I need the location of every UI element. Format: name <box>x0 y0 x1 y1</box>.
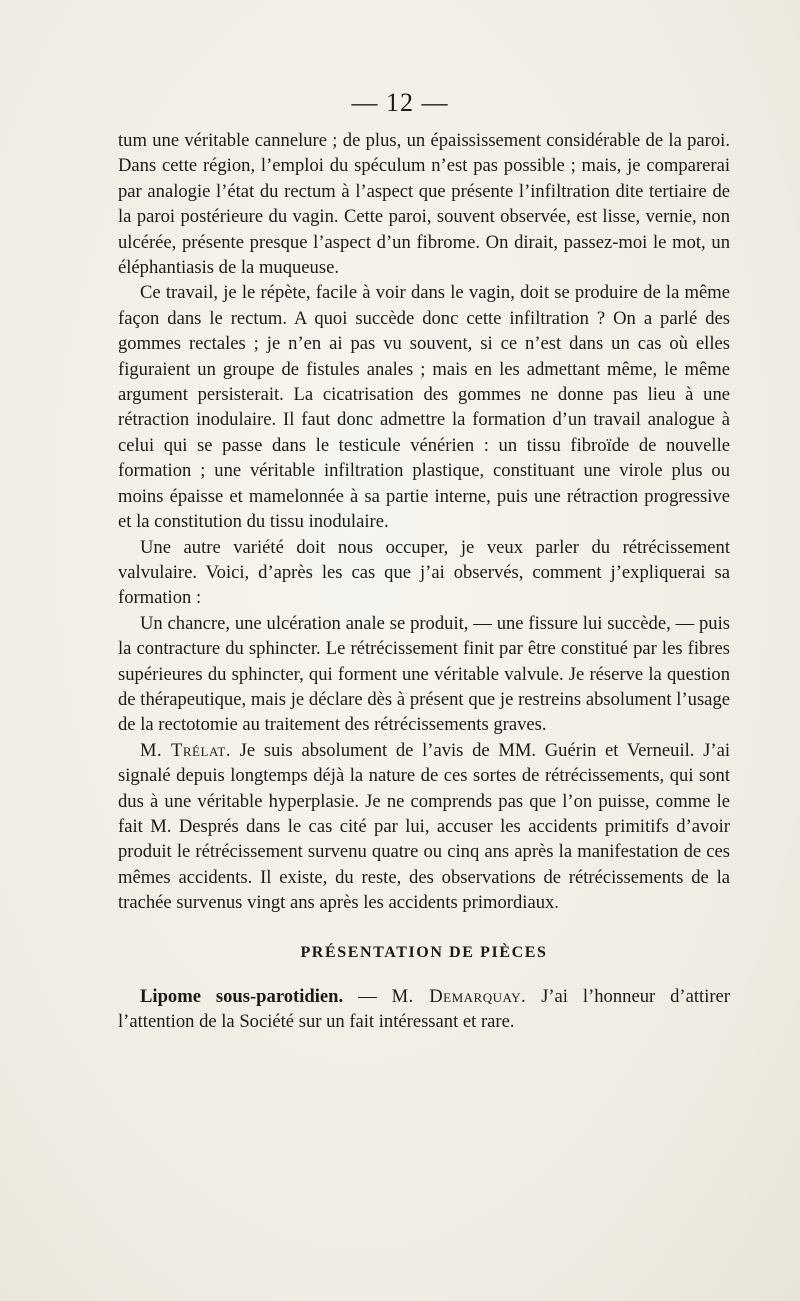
paragraph-1: tum une véritable cannelure ; de plus, un épaississement considérable de la paroi. Dans cette région, l’emploi du spéculum n’est pas possible ; mais, je comparerai par analogie l’état du rectum à l’aspect que présente l’infiltration dite tertiaire de la paroi postérieure du vagin. Cette paroi, souvent observée, est lisse, vernie, non ulcérée, présente presque l’aspect d’un fibrome. On dirait, passez-moi le mot, un éléphantiasis de la muqueuse. <box>118 130 730 279</box>
speaker-demarquay: M. Demarquay. <box>391 985 527 1007</box>
paragraph-5 <box>118 738 730 916</box>
paragraph-3: Une autre variété doit nous occuper, je veux parler du rétrécissement valvulaire. Voici, d’après les cas que j’ai observés, comment j’expliquerai sa formation : <box>118 536 730 609</box>
paragraph-5-text: Je suis absolument de l’avis de MM. Guérin et Verneuil. J’ai signalé depuis longtemps déjà la nature de ces sortes de rétrécissements, qui sont dus à une véritable hyperplasie. Je ne comprends pas que l’on puisse, comme le fait M. Després dans le cas cité par lui, accuser les accidents primitifs d’avoir produit le rétrécissement survenu quatre ou cinq ans après la manifestation de ces mêmes accidents. Il existe, du reste, des observations de rétrécissements de la trachée survenus vingt ans après les accidents primordiaux. <box>118 739 730 914</box>
paragraph-2: Ce travail, je le répète, facile à voir dans le vagin, doit se produire de la même façon dans le rectum. A quoi succède donc cette infiltration ? On a parlé des gommes rectales ; je n’en ai pas vu souvent, si ce n’est dans un cas où elles figuraient un groupe de fistules anales ; mais en les admettant même, le même argument persisterait. La cicatrisation des gommes ne donne pas lieu à une rétraction inodulaire. Il faut donc admettre la formation d’un travail analogue à celui qui se passe dans le testicule vénérien : un tissu fibroïde de nouvelle formation ; une véritable infiltration plastique, constituant une virole plus ou moins épaisse et mamelonnée à sa partie interne, puis une rétraction progressive et la constitution du tissu inodulaire. <box>118 282 730 533</box>
case-title: Lipome sous-parotidien. <box>140 985 344 1007</box>
text-body <box>118 128 730 1034</box>
paragraph-6 <box>118 984 730 1035</box>
speaker-trelat: M. Trélat. <box>140 739 231 761</box>
paragraph-6-text: J’ai l’honneur d’attirer l’attention de la Société sur un fait intéressant et rare. <box>118 985 730 1032</box>
section-heading: PRÉSENTATION DE PIÈCES <box>300 943 548 961</box>
title-dash: — <box>343 985 392 1007</box>
paragraph-4: Un chancre, une ulcération anale se produit, — une fissure lui succède, — puis la contracture du sphincter. Le rétrécissement finit par être constitué par les fibres supérieures du sphincter, qui forment une véritable valvule. Je réserve la question de thérapeutique, mais je déclare dès à présent que je restreins absolument l’usage de la rectotomie au traitement des rétrécissements graves. <box>118 612 730 736</box>
page-number: — 12 — <box>351 88 449 117</box>
